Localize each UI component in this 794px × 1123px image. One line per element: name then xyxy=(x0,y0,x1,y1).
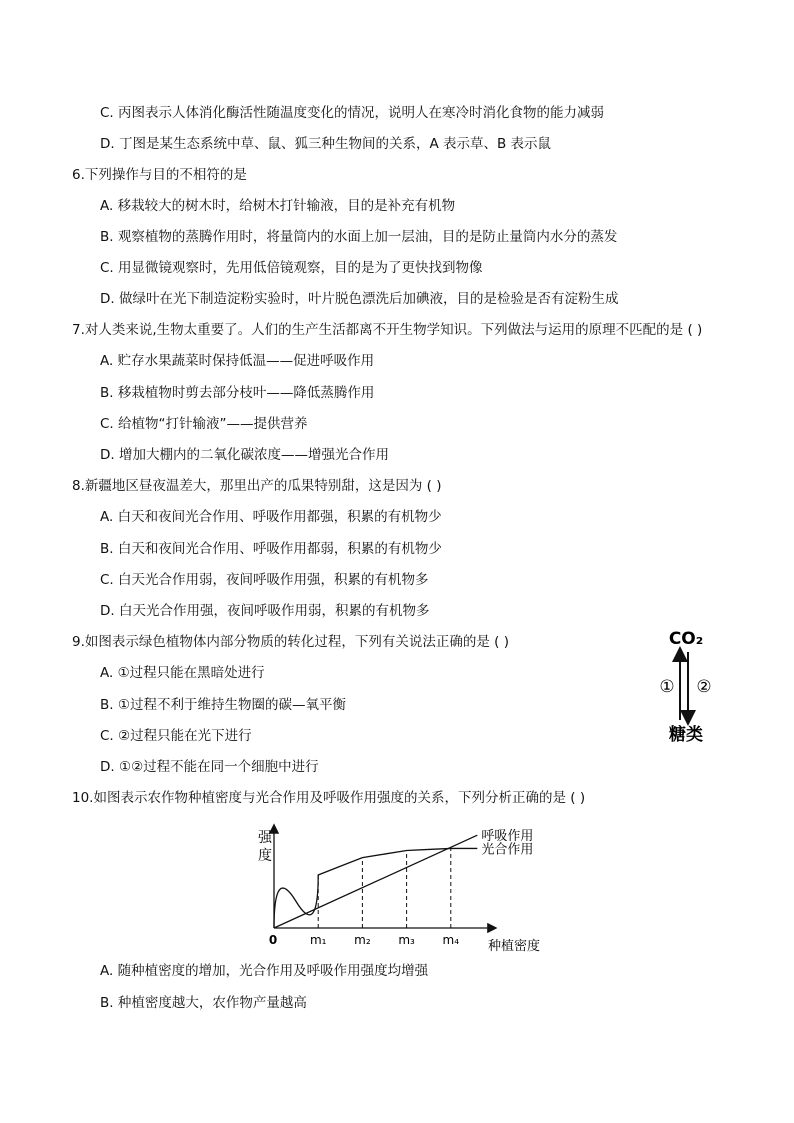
y-axis-label: 度 xyxy=(258,848,272,864)
q9-stem: 9.如图表示绿色植物体内部分物质的转化过程，下列有关说法正确的是 ( ) xyxy=(72,634,509,650)
q8-stem: 8.新疆地区昼夜温差大，那里出产的瓜果特别甜，这是因为 ( ) xyxy=(72,478,442,494)
x-tick-m4: m₄ xyxy=(442,933,460,947)
q8-option-d: D. 白天光合作用强，夜间呼吸作用弱，积累的有机物多 xyxy=(100,603,430,619)
co2-label: CO₂ xyxy=(668,629,704,649)
process-1-label: ① xyxy=(659,677,675,697)
origin-label: 0 xyxy=(268,933,278,947)
q6-option-b: B. 观察植物的蒸腾作用时，将量筒内的水面上加一层油，目的是防止量筒内水分的蒸发 xyxy=(100,229,618,245)
q6-option-d: D. 做绿叶在光下制造淀粉实验时，叶片脱色漂洗后加碘液，目的是检验是否有淀粉生成 xyxy=(100,291,619,307)
q9-option-a: A. ①过程只能在黑暗处进行 xyxy=(100,665,265,681)
series-label-respiration: 呼吸作用 xyxy=(481,829,534,845)
q6-stem: 6.下列操作与目的不相符的是 xyxy=(72,167,247,183)
q6-option-a: A. 移栽较大的树木时，给树木打针输液，目的是补充有机物 xyxy=(100,198,456,214)
q10-option-b: B. 种植密度越大，农作物产量越高 xyxy=(100,995,307,1011)
q5-option-d: D. 丁图是某生态系统中草、鼠、狐三种生物间的关系，A 表示草、B 表示鼠 xyxy=(100,136,552,152)
q7-stem: 7.对人类来说,生物太重要了。人们的生产生活都离不开生物学知识。下列做法与运用的原理不匹配的是 ( ) xyxy=(72,322,703,338)
q9-option-c: C. ②过程只能在光下进行 xyxy=(100,728,252,744)
y-axis-label: 强 xyxy=(258,830,272,846)
q7-option-b: B. 移栽植物时剪去部分枝叶——降低蒸腾作用 xyxy=(100,385,375,401)
q7-option-a: A. 贮存水果蔬菜时保持低温——促进呼吸作用 xyxy=(100,353,375,369)
x-tick-m2: m₂ xyxy=(354,933,371,947)
q10-density-chart xyxy=(250,818,550,958)
q9-option-b: B. ①过程不利于维持生物圈的碳—氧平衡 xyxy=(100,697,346,713)
series-line-photosynthesis xyxy=(274,848,477,928)
q10-stem: 10.如图表示农作物种植密度与光合作用及呼吸作用强度的关系，下列分析正确的是 ( ) xyxy=(72,790,586,806)
q7-option-d: D. 增加大棚内的二氧化碳浓度——增强光合作用 xyxy=(100,447,389,463)
q9-option-d: D. ①②过程不能在同一个细胞中进行 xyxy=(100,759,319,775)
x-axis-label: 种植密度 xyxy=(488,939,541,954)
q8-option-b: B. 白天和夜间光合作用、呼吸作用都弱，积累的有机物少 xyxy=(100,541,442,557)
x-tick-m1: m₁ xyxy=(309,933,327,947)
process-2-label: ② xyxy=(696,677,712,697)
q8-option-c: C. 白天光合作用弱，夜间呼吸作用强，积累的有机物多 xyxy=(100,572,429,588)
q5-option-c: C. 丙图表示人体消化酶活性随温度变化的情况，说明人在寒冷时消化食物的能力减弱 xyxy=(100,105,605,121)
x-tick-m3: m₃ xyxy=(398,933,415,947)
q8-option-a: A. 白天和夜间光合作用、呼吸作用都强，积累的有机物少 xyxy=(100,509,442,525)
q9-conversion-diagram xyxy=(640,624,750,754)
q6-option-c: C. 用显微镜观察时，先用低倍镜观察，目的是为了更快找到物像 xyxy=(100,260,483,276)
sugar-label: 糖类 xyxy=(669,725,703,745)
q7-option-c: C. 给植物“打针输液”——提供营养 xyxy=(100,416,308,432)
q10-option-a: A. 随种植密度的增加，光合作用及呼吸作用强度均增强 xyxy=(100,963,429,979)
series-label-photosynthesis: 光合作用 xyxy=(481,842,534,858)
